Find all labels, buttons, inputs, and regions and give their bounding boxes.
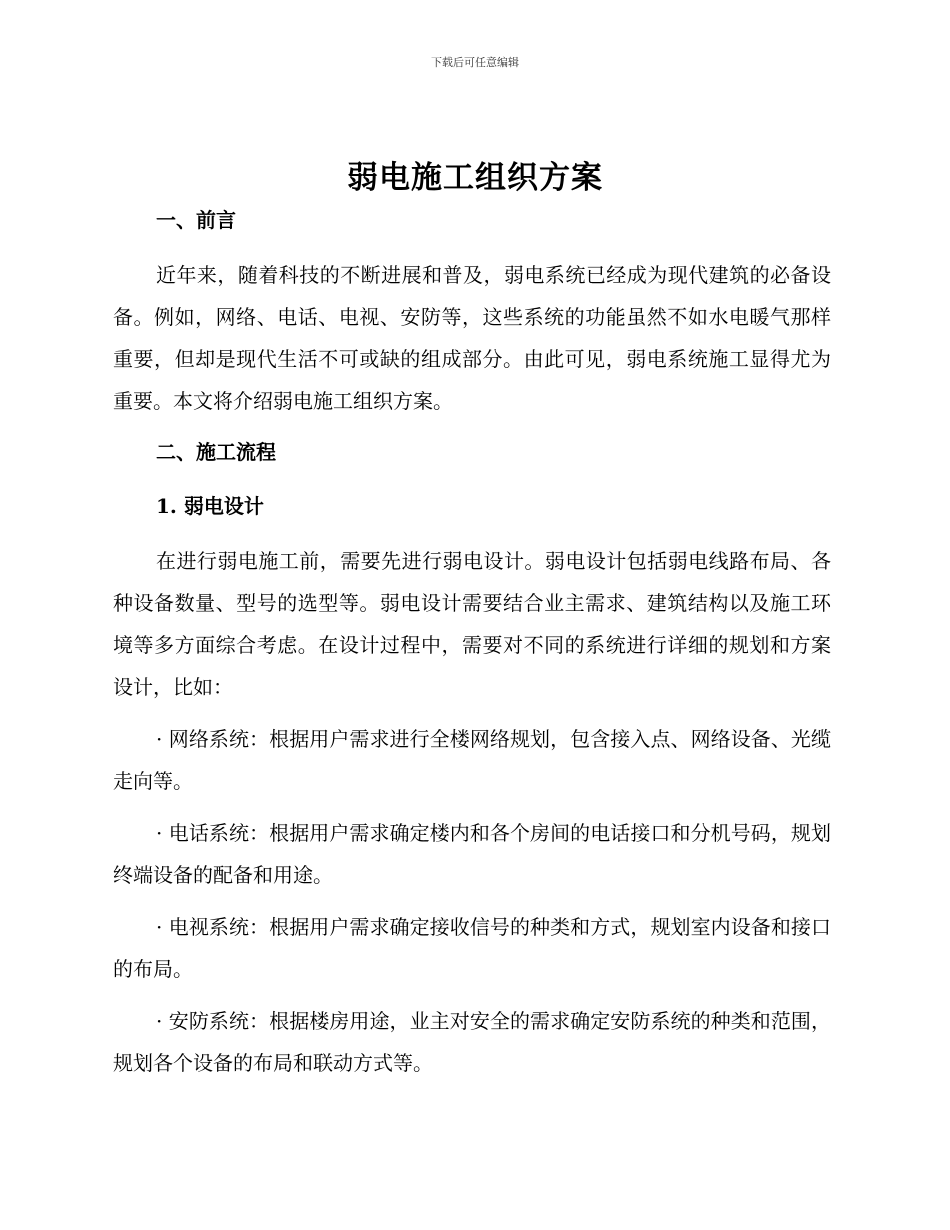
- bullet-telephone: · 电话系统：根据用户需求确定楼内和各个房间的电话接口和分机号码，规划终端设备的配备和用途。: [113, 821, 831, 887]
- bullet-security: · 安防系统：根据楼房用途，业主对安全的需求确定安防系统的种类和范围，规划各个设备的布局和联动方式等。: [113, 1009, 831, 1075]
- document-body: [113, 200, 831, 1084]
- section-heading-process: 二、施工流程: [156, 440, 276, 464]
- bullet-network: · 网络系统：根据用户需求进行全楼网络规划，包含接入点、网络设备、光缆走向等。: [113, 727, 831, 793]
- subsection-heading-design: 1. 弱电设计: [156, 494, 264, 518]
- header-note: 下载后可任意编辑: [431, 56, 519, 69]
- intro-paragraph: 近年来，随着科技的不断进展和普及，弱电系统已经成为现代建筑的必备设备。例如，网络、电话、电视、安防等，这些系统的功能虽然不如水电暖气那样重要，但却是现代生活不可或缺的组成部分。由此可见，弱电系统施工显得尤为重要。本文将介绍弱电施工组织方案。: [113, 263, 831, 413]
- design-paragraph: 在进行弱电施工前，需要先进行弱电设计。弱电设计包括弱电线路布局、各种设备数量、型号的选型等。弱电设计需要结合业主需求、建筑结构以及施工环境等多方面综合考虑。在设计过程中，需要对不同的系统进行详细的规划和方案设计，比如：: [113, 549, 831, 699]
- document-title: 弱电施工组织方案: [347, 160, 603, 196]
- section-heading-intro: 一、前言: [156, 208, 236, 232]
- bullet-television: · 电视系统：根据用户需求确定接收信号的种类和方式，规划室内设备和接口的布局。: [113, 915, 831, 981]
